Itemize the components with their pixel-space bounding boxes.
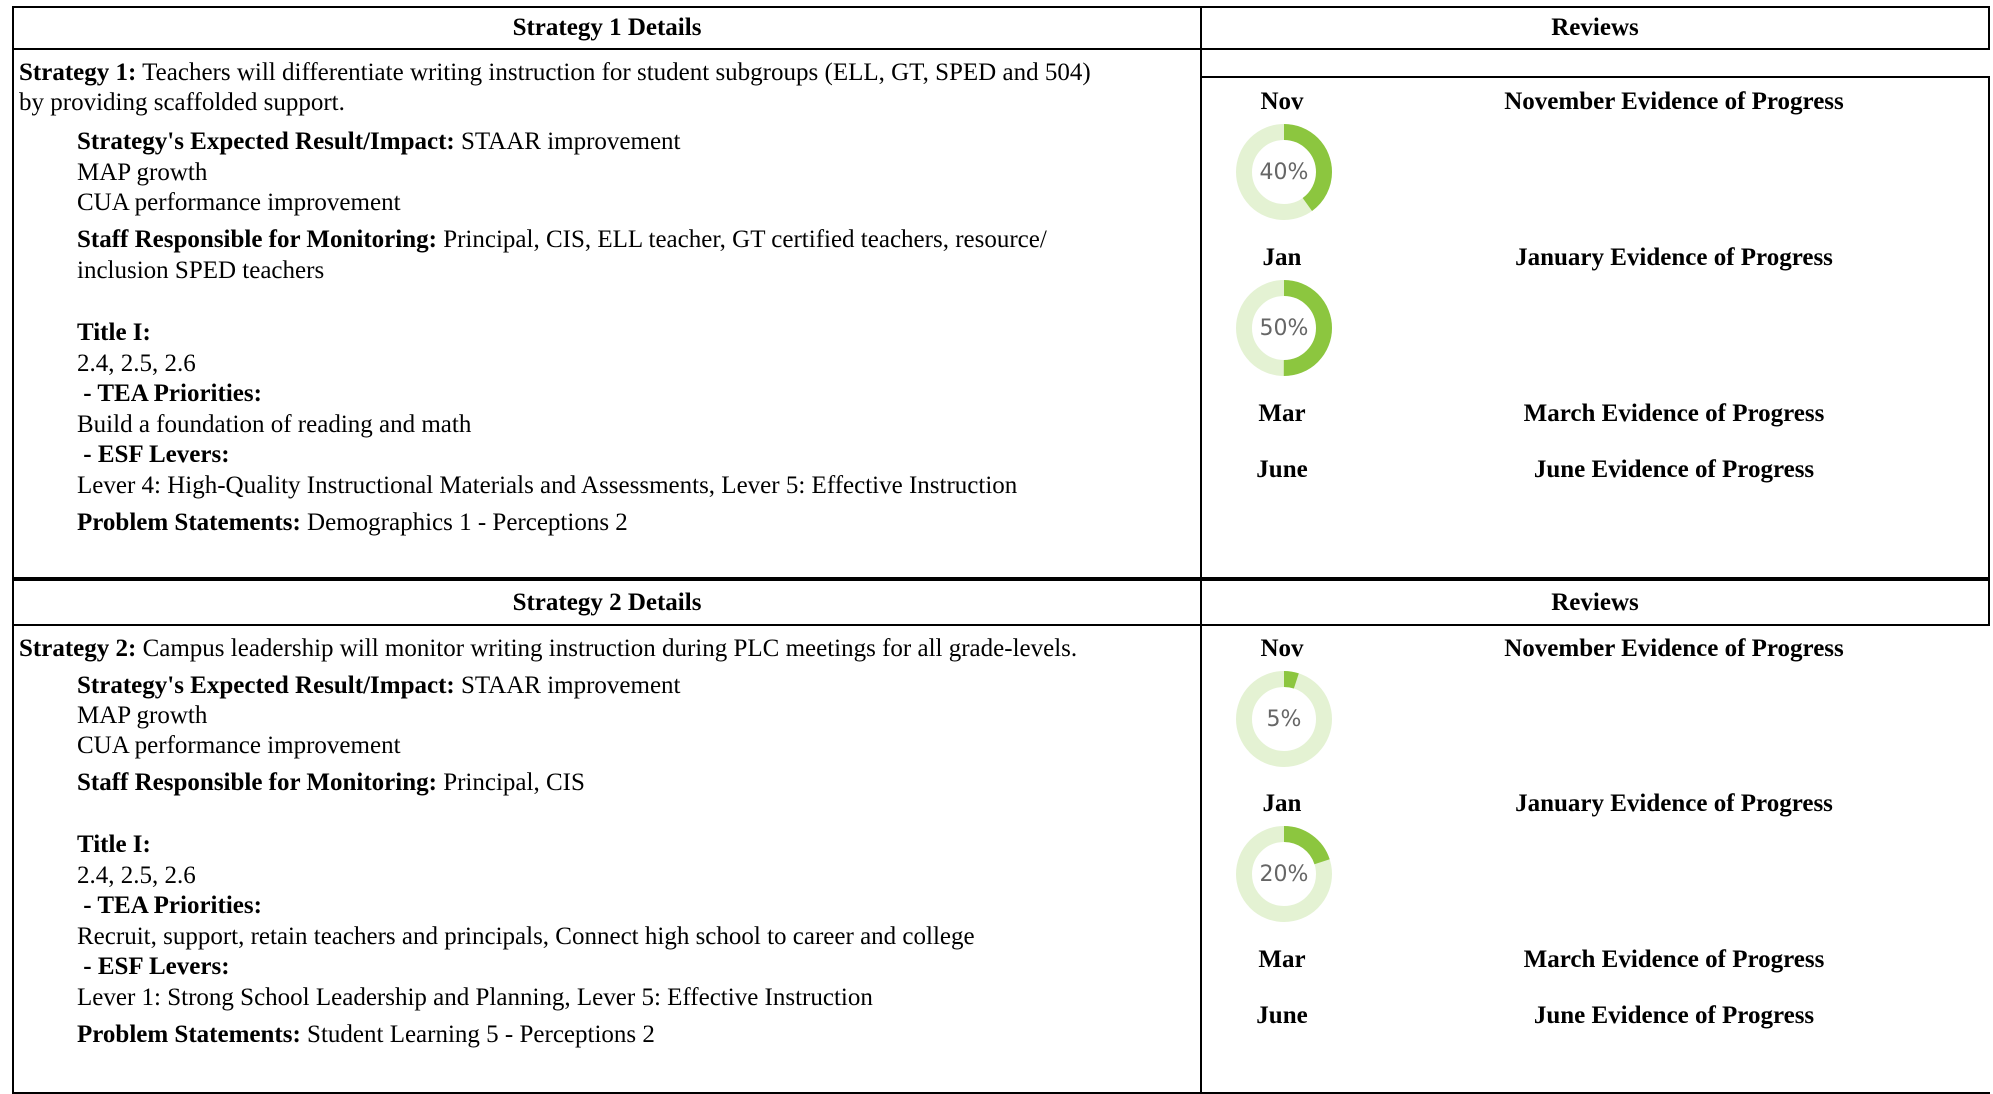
progress-donut [1234,122,1334,222]
problem-label: Problem Statements: [77,1021,301,1048]
expected-value-2: MAP growth [77,159,208,186]
title-1-value: 2.4, 2.5, 2.6 [77,350,196,377]
reviews-header-text: Reviews [1551,14,1639,41]
strategy-2-reviews-header [1200,578,1990,626]
strategy-1-details-header [12,6,1202,50]
staff-responsible [77,225,1047,255]
strategy-label: Strategy 2: [19,635,137,662]
staff-label: Staff Responsible for Monitoring: [77,769,437,796]
tea-priorities-value: Build a foundation of reading and math [77,411,472,438]
staff-label: Staff Responsible for Monitoring: [77,226,437,253]
progress-donut [1234,278,1334,378]
problem-statements [77,508,628,538]
problem-label: Problem Statements: [77,509,301,536]
esf-levers-value: Lever 1: Strong School Leadership and Planning, Lever 5: Effective Instruction [77,984,873,1011]
staff-value: Principal, CIS, ELL teacher, GT certified teachers, resource/ [443,226,1047,253]
esf-levers-value: Lever 4: High-Quality Instructional Materials and Assessments, Lever 5: Effective Instruction [77,472,1018,499]
expected-label: Strategy's Expected Result/Impact: [77,672,455,699]
progress-donut [1234,669,1334,769]
staff-responsible [77,768,585,798]
problem-statements [77,1020,655,1050]
expected-value: STAAR improvement [460,672,681,699]
expected-label: Strategy's Expected Result/Impact: [77,128,455,155]
expected-value-3: CUA performance improvement [77,732,401,759]
progress-percent-label: 5% [1266,707,1302,732]
progress-percent-label: 40% [1259,160,1309,185]
tea-priorities-label: - TEA Priorities: [77,380,262,407]
esf-levers-label: - ESF Levers: [77,441,230,468]
expected-result [77,671,681,701]
esf-levers-label: - ESF Levers: [77,953,230,980]
expected-value-3: CUA performance improvement [77,189,401,216]
title-1-label: Title I: [77,831,151,858]
details-header-text: Strategy 1 Details [512,14,702,41]
tea-priorities-value: Recruit, support, retain teachers and principals, Connect high school to career and college [77,923,975,950]
progress-percent-label: 20% [1259,862,1309,887]
expected-value-2: MAP growth [77,702,208,729]
strategy-text-continued: by providing scaffolded support. [19,89,345,116]
title-1-label: Title I: [77,319,151,346]
strategy-1-statement [19,58,1091,88]
problem-value: Demographics 1 - Perceptions 2 [307,509,628,536]
strategy-2-statement [19,634,1077,664]
strategy-text: Teachers will differentiate writing instruction for student subgroups (ELL, GT, SPED and 504) [142,59,1091,86]
problem-value: Student Learning 5 - Perceptions 2 [307,1021,655,1048]
strategy-text: Campus leadership will monitor writing instruction during PLC meetings for all grade-levels. [142,635,1078,662]
strategy-1-reviews-header [1200,6,1990,50]
expected-result [77,127,681,157]
tea-priorities-label: - TEA Priorities: [77,892,262,919]
reviews-header-text: Reviews [1551,588,1639,616]
staff-value: Principal, CIS [443,769,585,796]
progress-donut [1234,824,1334,924]
staff-value-2: inclusion SPED teachers [77,257,325,284]
progress-percent-label: 50% [1259,316,1309,341]
strategy-label: Strategy 1: [19,59,137,86]
strategy-2-details-header [12,578,1202,626]
details-header-text: Strategy 2 Details [512,588,702,616]
expected-value: STAAR improvement [460,128,681,155]
title-1-value: 2.4, 2.5, 2.6 [77,862,196,889]
